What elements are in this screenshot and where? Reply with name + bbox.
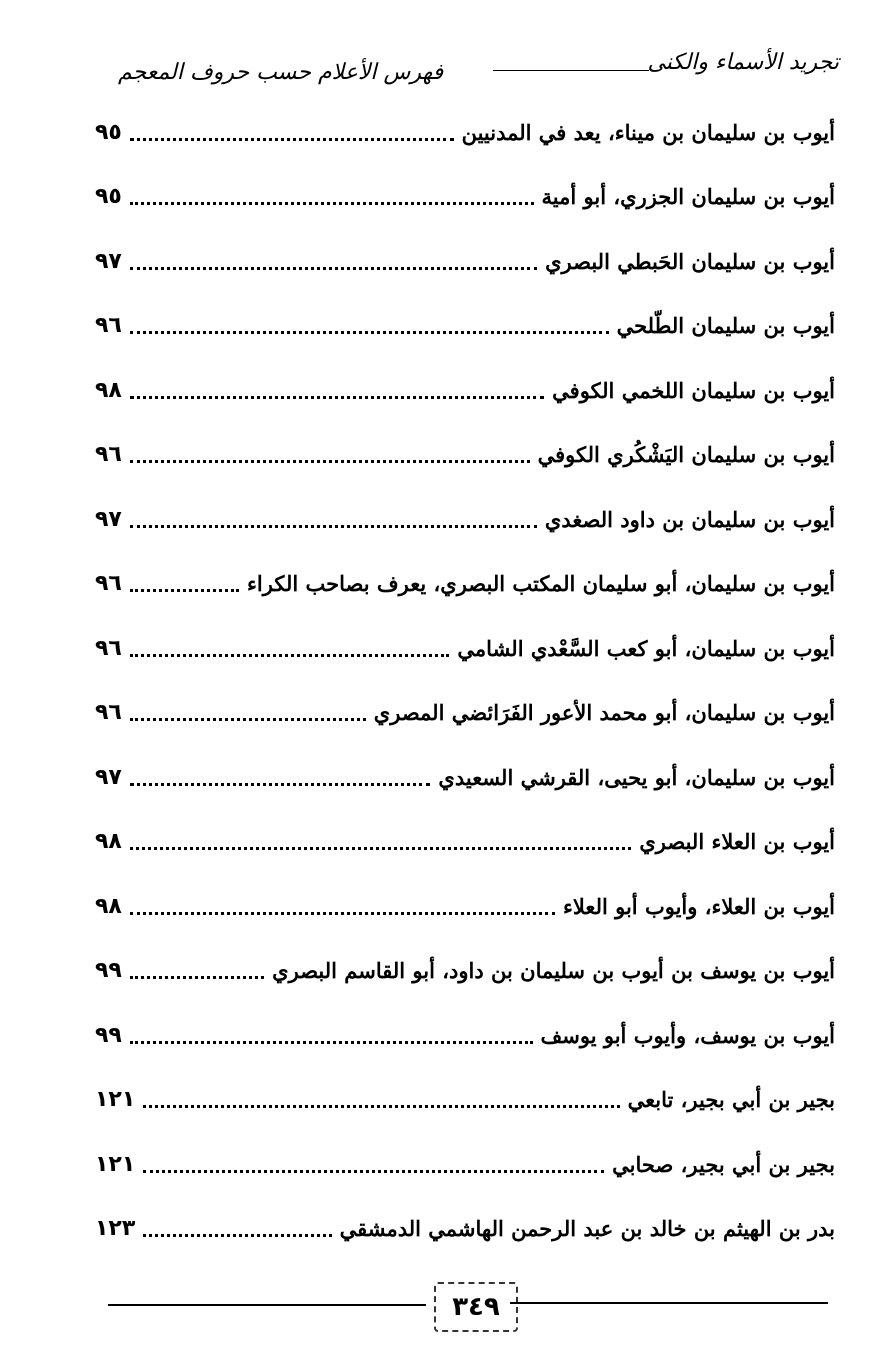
entry-page: ٩٦	[95, 636, 122, 661]
entry-page: ٩٦	[95, 442, 122, 467]
entry-name: أيوب بن سليمان الطّلحي	[616, 313, 835, 338]
dot-leader	[130, 138, 454, 141]
entry-page: ١٢٣	[95, 1216, 136, 1241]
page-footer	[108, 1282, 828, 1332]
entry-page: ٩٥	[95, 120, 122, 145]
entry-name: أيوب بن يوسف بن أيوب بن سليمان بن داود، أبو القاسم البصري	[272, 958, 835, 983]
running-header	[118, 50, 839, 90]
entry-page: ٩٧	[95, 765, 122, 790]
dot-leader	[143, 1170, 604, 1173]
index-entry	[95, 749, 835, 793]
entry-page: ٩٨	[95, 378, 122, 403]
dot-leader	[143, 1105, 619, 1108]
entry-name: أيوب بن سليمان، أبو محمد الأعور الفَرَائضي المصري	[373, 700, 835, 725]
index-entry	[95, 233, 835, 277]
entry-name: أيوب بن سليمان، أبو يحيى، القرشي السعيدي	[438, 765, 835, 790]
index-entry	[95, 426, 835, 470]
index-entry	[95, 168, 835, 212]
index-entry	[95, 942, 835, 986]
entry-page: ٩٥	[95, 184, 122, 209]
index-entry	[95, 297, 835, 341]
dot-leader	[130, 847, 632, 850]
entry-page: ٩٨	[95, 894, 122, 919]
index-entry	[95, 555, 835, 599]
entry-page: ٩٧	[95, 249, 122, 274]
entry-page: ١٢١	[95, 1087, 136, 1112]
index-entry	[95, 1007, 835, 1051]
dot-leader	[130, 525, 537, 528]
entry-page: ٩٩	[95, 1023, 122, 1048]
index-title: فهرس الأعلام حسب حروف المعجم	[118, 60, 444, 85]
entry-name: أيوب بن العلاء البصري	[639, 829, 835, 854]
entry-page: ٩٧	[95, 507, 122, 532]
header-rule	[493, 70, 649, 71]
index-entry	[95, 491, 835, 535]
entry-name: أيوب بن سليمان، أبو سليمان المكتب البصري، يعرف بصاحب الكراء	[247, 571, 835, 596]
index-entry	[95, 620, 835, 664]
dot-leader	[130, 1041, 533, 1044]
entry-name: بجير بن أبي بجير، تابعي	[627, 1087, 835, 1112]
index-entry	[95, 878, 835, 922]
index-entry	[95, 813, 835, 857]
entry-name: أيوب بن سليمان اللخمي الكوفي	[552, 378, 835, 403]
index-entry	[95, 1071, 835, 1115]
dot-leader	[143, 1234, 331, 1237]
entry-name: أيوب بن سليمان، أبو كعب السَّعْدي الشامي	[457, 636, 835, 661]
index-entry	[95, 104, 835, 148]
entry-page: ١٢١	[95, 1152, 136, 1177]
book-title: تجريد الأسماء والكنى	[647, 50, 839, 75]
dot-leader	[130, 718, 366, 721]
entry-page: ٩٨	[95, 829, 122, 854]
entry-page: ٩٩	[95, 958, 122, 983]
dot-leader	[130, 460, 530, 463]
index-entry	[95, 362, 835, 406]
entry-name: بجير بن أبي بجير، صحابي	[612, 1152, 835, 1177]
entry-name: أيوب بن سليمان بن ميناء، يعد في المدنيين	[461, 120, 835, 145]
dot-leader	[130, 331, 609, 334]
entry-page: ٩٦	[95, 700, 122, 725]
index-entry	[95, 1200, 835, 1244]
footer-rule-left	[108, 1304, 426, 1306]
entry-name: أيوب بن سليمان بن داود الصغدي	[544, 507, 835, 532]
entry-name: بدر بن الهيثم بن خالد بن عبد الرحمن الهاشمي الدمشقي	[339, 1216, 835, 1241]
dot-leader	[130, 976, 264, 979]
dot-leader	[130, 912, 555, 915]
entry-name: أيوب بن العلاء، وأيوب أبو العلاء	[563, 894, 835, 919]
entry-name: أيوب بن سليمان الحَبطي البصري	[545, 249, 835, 274]
dot-leader	[130, 267, 537, 270]
footer-rule-right	[510, 1302, 828, 1304]
entry-page: ٩٦	[95, 571, 122, 596]
dot-leader	[130, 654, 450, 657]
dot-leader	[130, 396, 544, 399]
entry-name: أيوب بن يوسف، وأيوب أبو يوسف	[540, 1023, 835, 1048]
dot-leader	[130, 589, 239, 592]
index-entry	[95, 684, 835, 728]
dot-leader	[130, 202, 534, 205]
page-number: ٣٤٩	[434, 1282, 518, 1332]
entry-name: أيوب بن سليمان اليَشْكُري الكوفي	[537, 442, 835, 467]
entry-name: أيوب بن سليمان الجزري، أبو أمية	[541, 184, 835, 209]
entry-page: ٩٦	[95, 313, 122, 338]
dot-leader	[130, 783, 431, 786]
index-entry	[95, 1136, 835, 1180]
